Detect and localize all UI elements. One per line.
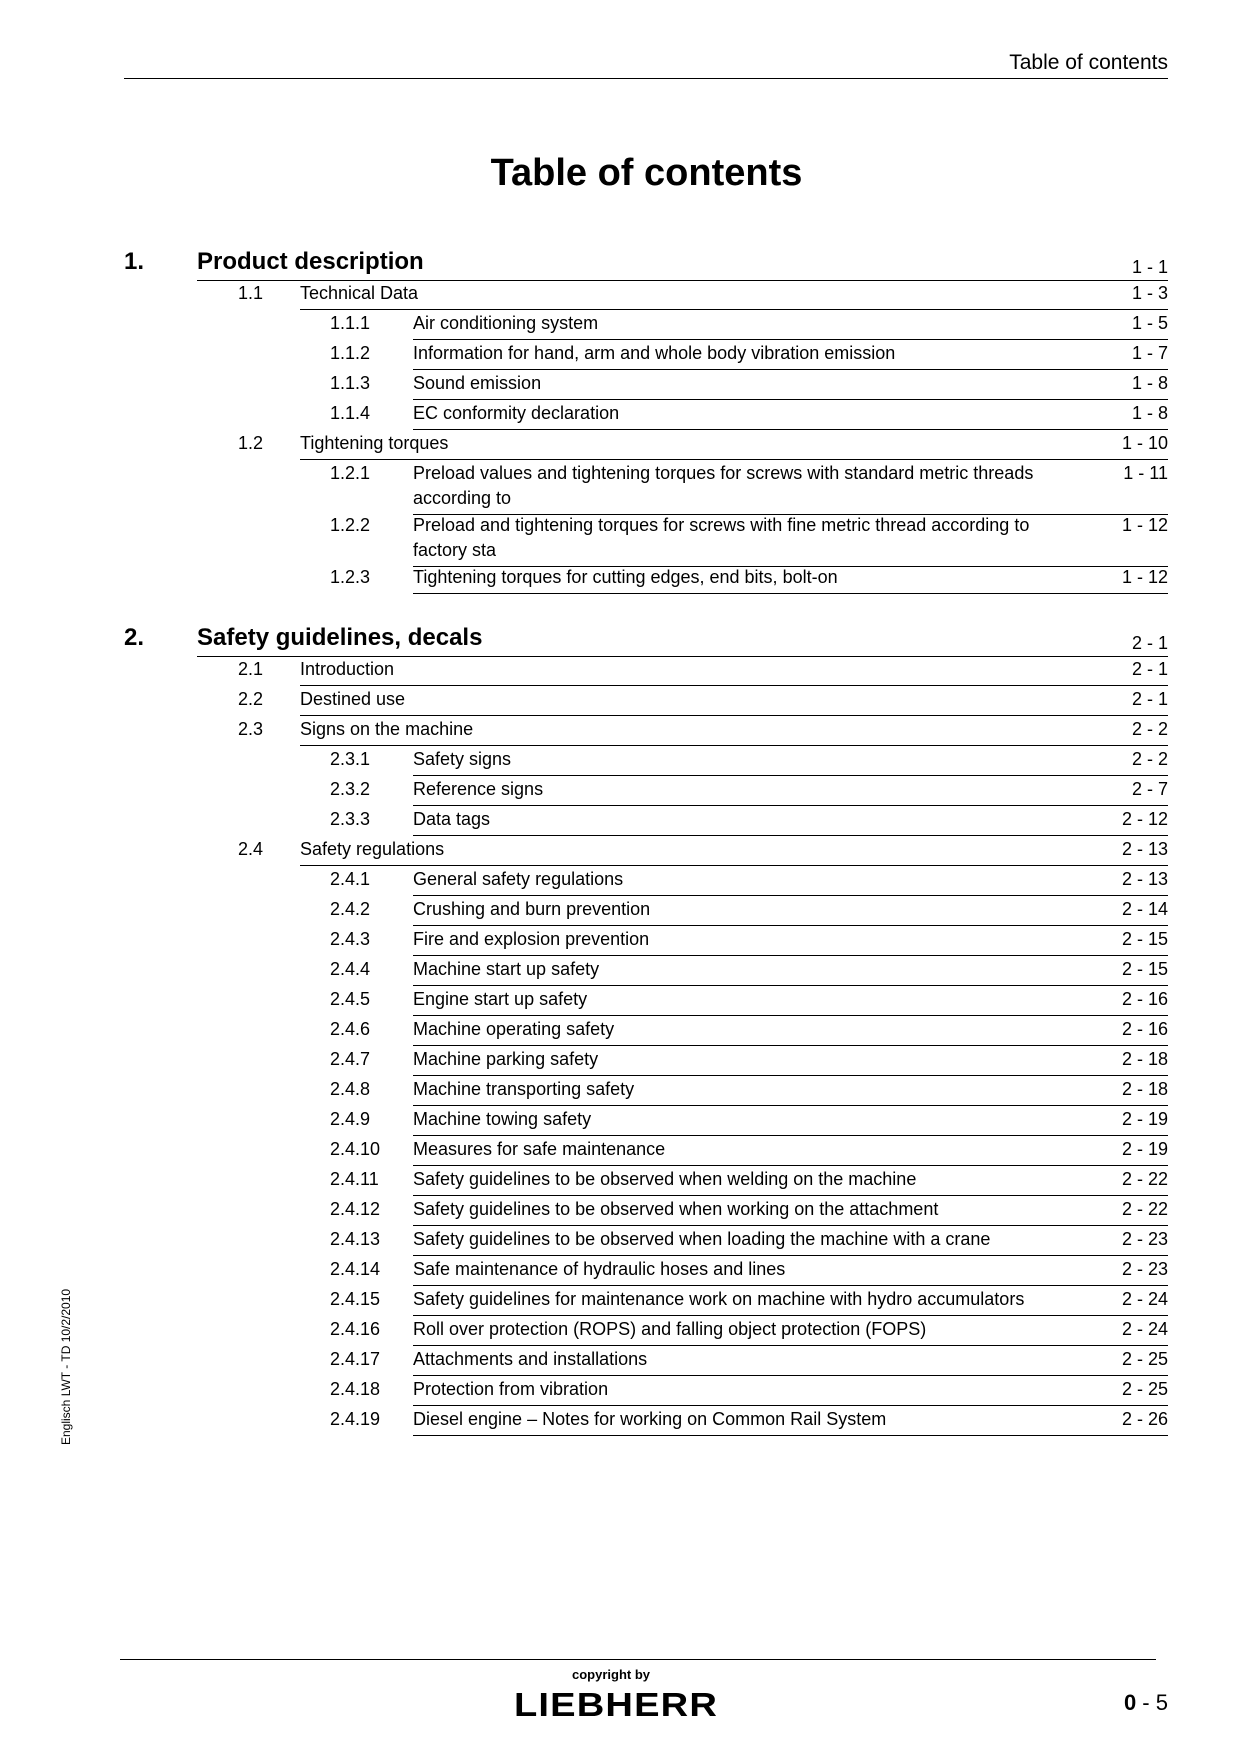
toc-entry-page: 2 - 18 xyxy=(1121,1079,1168,1099)
toc-entry-rule xyxy=(413,1015,1168,1016)
toc-entry-number: 1.2 xyxy=(238,433,264,453)
page-separator: - xyxy=(1136,1690,1156,1715)
side-note-text: Englisch LWT - TD 10/2/2010 xyxy=(59,1288,73,1445)
toc-entry-rule xyxy=(413,805,1168,806)
toc-entry-page: 2 - 25 xyxy=(1121,1349,1168,1369)
toc-entry-title: Safety guidelines to be observed when loading the machine with a crane xyxy=(413,1229,991,1249)
toc-entry-rule xyxy=(413,1315,1168,1316)
toc-entry-rule xyxy=(413,1195,1168,1196)
toc-entry-number: 2.4.2 xyxy=(330,899,371,919)
toc-entry-rule xyxy=(300,745,1168,746)
copyright-label: copyright by xyxy=(571,1667,650,1682)
toc-entry-rule xyxy=(300,685,1168,686)
toc-entry-number: 2.4.18 xyxy=(330,1379,381,1399)
toc-entry-number: 2.4.4 xyxy=(330,959,371,979)
toc-entry-title: Safety regulations xyxy=(300,839,445,859)
toc-entry-title: Safety guidelines to be observed when welding on the machine xyxy=(413,1169,917,1189)
header-title: Table of contents xyxy=(1009,51,1168,74)
toc-entry-page: 2 - 19 xyxy=(1121,1139,1168,1159)
toc-entry-rule xyxy=(413,593,1168,594)
toc-entry-page: 2 - 26 xyxy=(1121,1409,1168,1429)
toc-entry-title: Machine start up safety xyxy=(413,959,600,979)
toc-entry-number: 2.3.3 xyxy=(330,809,371,829)
toc-entry-rule xyxy=(413,775,1168,776)
toc-entry-rule xyxy=(300,715,1168,716)
toc-entry-title: Safety guidelines for maintenance work on machine with hydro accumulators xyxy=(413,1289,1025,1309)
document-title: Table of contents xyxy=(490,152,803,194)
toc-entry-page: 1 - 8 xyxy=(1131,403,1168,423)
svg-text:LIEBHERR: LIEBHERR xyxy=(514,1688,718,1720)
toc-entry-title: Preload and tightening torques for screws with fine metric thread according to factory sta xyxy=(413,515,1030,560)
toc-entry-page: 2 - 23 xyxy=(1121,1259,1168,1279)
toc-entry-number: 2.1 xyxy=(238,659,264,679)
toc-entry-number: 2. xyxy=(124,624,145,651)
toc-entry-page: 2 - 13 xyxy=(1121,839,1168,859)
toc-entry-page: 2 - 22 xyxy=(1121,1199,1168,1219)
toc-entry-page: 2 - 1 xyxy=(1131,689,1168,709)
toc-entry-rule xyxy=(413,1075,1168,1076)
toc-entry-rule xyxy=(413,1225,1168,1226)
toc-entry-number: 1.2.1 xyxy=(330,463,371,483)
toc-entry-number: 1.2.2 xyxy=(330,515,371,535)
toc-entry-rule xyxy=(413,835,1168,836)
toc-entry-number: 1.1.3 xyxy=(330,373,371,393)
toc-entry-title: Air conditioning system xyxy=(413,313,599,333)
toc-entry-rule xyxy=(413,955,1168,956)
toc-entry-rule xyxy=(413,1255,1168,1256)
toc-entry-page: 2 - 12 xyxy=(1121,809,1168,829)
toc-entry-number: 2.4 xyxy=(238,839,264,859)
toc-entry-number: 2.4.3 xyxy=(330,929,371,949)
toc-entry-rule xyxy=(413,895,1168,896)
toc-entry-number: 2.4.17 xyxy=(330,1349,381,1369)
toc-entry-number: 2.4.15 xyxy=(330,1289,381,1309)
toc-entry-rule xyxy=(413,1285,1168,1286)
toc-entry-page: 1 - 5 xyxy=(1131,313,1168,333)
toc-entry-page: 2 - 13 xyxy=(1121,869,1168,889)
toc-entry-rule xyxy=(413,429,1168,430)
toc-entry-title: Measures for safe maintenance xyxy=(413,1139,666,1159)
toc-entry-page: 2 - 18 xyxy=(1121,1049,1168,1069)
toc-entry-rule xyxy=(413,1105,1168,1106)
toc-entry-number: 1.1.2 xyxy=(330,343,371,363)
toc-entry-page: 1 - 1 xyxy=(1131,257,1168,277)
toc-entry-number: 2.4.16 xyxy=(330,1319,381,1339)
toc-entry-number: 2.2 xyxy=(238,689,264,709)
toc-entry-title: Machine parking safety xyxy=(413,1049,599,1069)
toc-entry-rule xyxy=(300,309,1168,310)
footer-divider xyxy=(120,1659,1156,1660)
toc-entry-number: 2.3 xyxy=(238,719,264,739)
toc-entry-rule xyxy=(413,339,1168,340)
toc-entry-number: 2.4.9 xyxy=(330,1109,371,1129)
toc-entry-rule xyxy=(413,1165,1168,1166)
toc-entry-rule xyxy=(413,1045,1168,1046)
toc-entry-rule xyxy=(413,985,1168,986)
toc-entry-rule xyxy=(413,1375,1168,1376)
toc-entry-title: Signs on the machine xyxy=(300,719,474,739)
toc-entry-number: 2.4.14 xyxy=(330,1259,381,1279)
toc-entry-page: 1 - 7 xyxy=(1131,343,1168,363)
toc-entry-title: Technical Data xyxy=(300,283,419,303)
toc-entry-number: 2.4.10 xyxy=(330,1139,381,1159)
page-header xyxy=(124,48,1168,79)
toc-entry-number: 2.3.1 xyxy=(330,749,371,769)
toc-entry-page: 2 - 2 xyxy=(1131,719,1168,739)
toc-entry-page: 2 - 25 xyxy=(1121,1379,1168,1399)
toc-entry-title: Reference signs xyxy=(413,779,544,799)
liebherr-logo xyxy=(511,1688,721,1720)
toc-entry-title: Tightening torques xyxy=(300,433,449,453)
page-chapter: 0 xyxy=(1123,1690,1137,1715)
toc-entry-number: 2.4.12 xyxy=(330,1199,381,1219)
toc-entry-page: 1 - 10 xyxy=(1121,433,1168,453)
toc-entry-title: Machine towing safety xyxy=(413,1109,592,1129)
toc-entry-number: 2.4.1 xyxy=(330,869,371,889)
toc-entry-number: 2.4.19 xyxy=(330,1409,381,1429)
toc-entry-rule xyxy=(413,399,1168,400)
toc-entry-page: 1 - 8 xyxy=(1131,373,1168,393)
toc-entry-page: 1 - 11 xyxy=(1123,463,1168,483)
toc-entry-page: 2 - 2 xyxy=(1131,749,1168,769)
toc-entry-rule xyxy=(413,1405,1168,1406)
toc-entry-title: Safety signs xyxy=(413,749,512,769)
toc-entry-title: Introduction xyxy=(300,659,395,679)
toc-entry-title: Fire and explosion prevention xyxy=(413,929,650,949)
toc-entry-title: Roll over protection (ROPS) and falling object protection (FOPS) xyxy=(413,1319,927,1339)
toc-entry-number: 2.3.2 xyxy=(330,779,371,799)
toc-entry-number: 1.2.3 xyxy=(330,567,371,587)
toc-entry-page: 2 - 1 xyxy=(1131,659,1168,679)
toc-entry-title: Safety guidelines to be observed when working on the attachment xyxy=(413,1199,939,1219)
toc-entry-number: 2.4.8 xyxy=(330,1079,371,1099)
toc-entry-rule xyxy=(413,1345,1168,1346)
toc-entry-page: 2 - 1 xyxy=(1131,633,1168,653)
toc-entry-number: 2.4.6 xyxy=(330,1019,371,1039)
toc-entry-number: 1.1.1 xyxy=(330,313,371,333)
toc-entry-number: 2.4.7 xyxy=(330,1049,371,1069)
toc-entry-number: 2.4.5 xyxy=(330,989,371,1009)
toc-entry-page: 2 - 15 xyxy=(1121,929,1168,949)
toc-entry-title: Tightening torques for cutting edges, end bits, bolt-on xyxy=(413,567,838,587)
toc-entry-page: 2 - 7 xyxy=(1131,779,1168,799)
toc-entry-number: 1.1 xyxy=(238,283,264,303)
toc-entry-title: Machine operating safety xyxy=(413,1019,615,1039)
toc-entry-title: Product description xyxy=(197,248,424,275)
toc-entry-page: 2 - 16 xyxy=(1121,1019,1168,1039)
toc-entry-page: 2 - 24 xyxy=(1121,1289,1168,1309)
toc-entry-title: Engine start up safety xyxy=(413,989,588,1009)
toc-entry-title: Information for hand, arm and whole body vibration emission xyxy=(413,343,896,363)
toc-entry-title: General safety regulations xyxy=(413,869,624,889)
toc-entry-rule xyxy=(413,369,1168,370)
toc-entry-rule xyxy=(413,925,1168,926)
toc-entry-page: 2 - 15 xyxy=(1121,959,1168,979)
toc-entry-title: Protection from vibration xyxy=(413,1379,609,1399)
toc-entry-page: 1 - 12 xyxy=(1121,515,1168,535)
toc-entry-title: Crushing and burn prevention xyxy=(413,899,651,919)
page-number xyxy=(1124,1690,1168,1716)
toc-entry-title: Sound emission xyxy=(413,373,542,393)
toc-entry-title: Safe maintenance of hydraulic hoses and lines xyxy=(413,1259,786,1279)
toc-entry-page: 2 - 14 xyxy=(1121,899,1168,919)
toc-entry-page: 2 - 24 xyxy=(1121,1319,1168,1339)
toc-entry-page: 2 - 22 xyxy=(1121,1169,1168,1189)
toc-entry-title: Destined use xyxy=(300,689,406,709)
toc-entry-page: 2 - 23 xyxy=(1121,1229,1168,1249)
toc-entry-title: Preload values and tightening torques for screws with standard metric threads according to xyxy=(413,463,1034,508)
toc-entry-page: 2 - 19 xyxy=(1121,1109,1168,1129)
toc-entry-number: 2.4.13 xyxy=(330,1229,381,1249)
toc-entry-title: Diesel engine – Notes for working on Common Rail System xyxy=(413,1409,887,1429)
toc-entry-page: 1 - 12 xyxy=(1121,567,1168,587)
toc-entry-page: 2 - 16 xyxy=(1121,989,1168,1009)
toc-entry-rule xyxy=(300,865,1168,866)
toc-entry-number: 2.4.11 xyxy=(330,1169,379,1189)
toc-entry-title: Machine transporting safety xyxy=(413,1079,635,1099)
toc-entry-number: 1.1.4 xyxy=(330,403,371,423)
toc-entry-title: EC conformity declaration xyxy=(413,403,620,423)
toc-entry-page: 1 - 3 xyxy=(1131,283,1168,303)
toc-entry-rule xyxy=(300,459,1168,460)
toc-entry-title: Attachments and installations xyxy=(413,1349,648,1369)
toc-entry-rule xyxy=(413,1135,1168,1136)
toc-entry-title: Safety guidelines, decals xyxy=(197,624,483,651)
toc-entry-title: Data tags xyxy=(413,809,491,829)
toc-entry-number: 1. xyxy=(124,248,145,275)
page-number-value: 5 xyxy=(1155,1690,1168,1715)
toc-entry-rule xyxy=(413,1435,1168,1436)
